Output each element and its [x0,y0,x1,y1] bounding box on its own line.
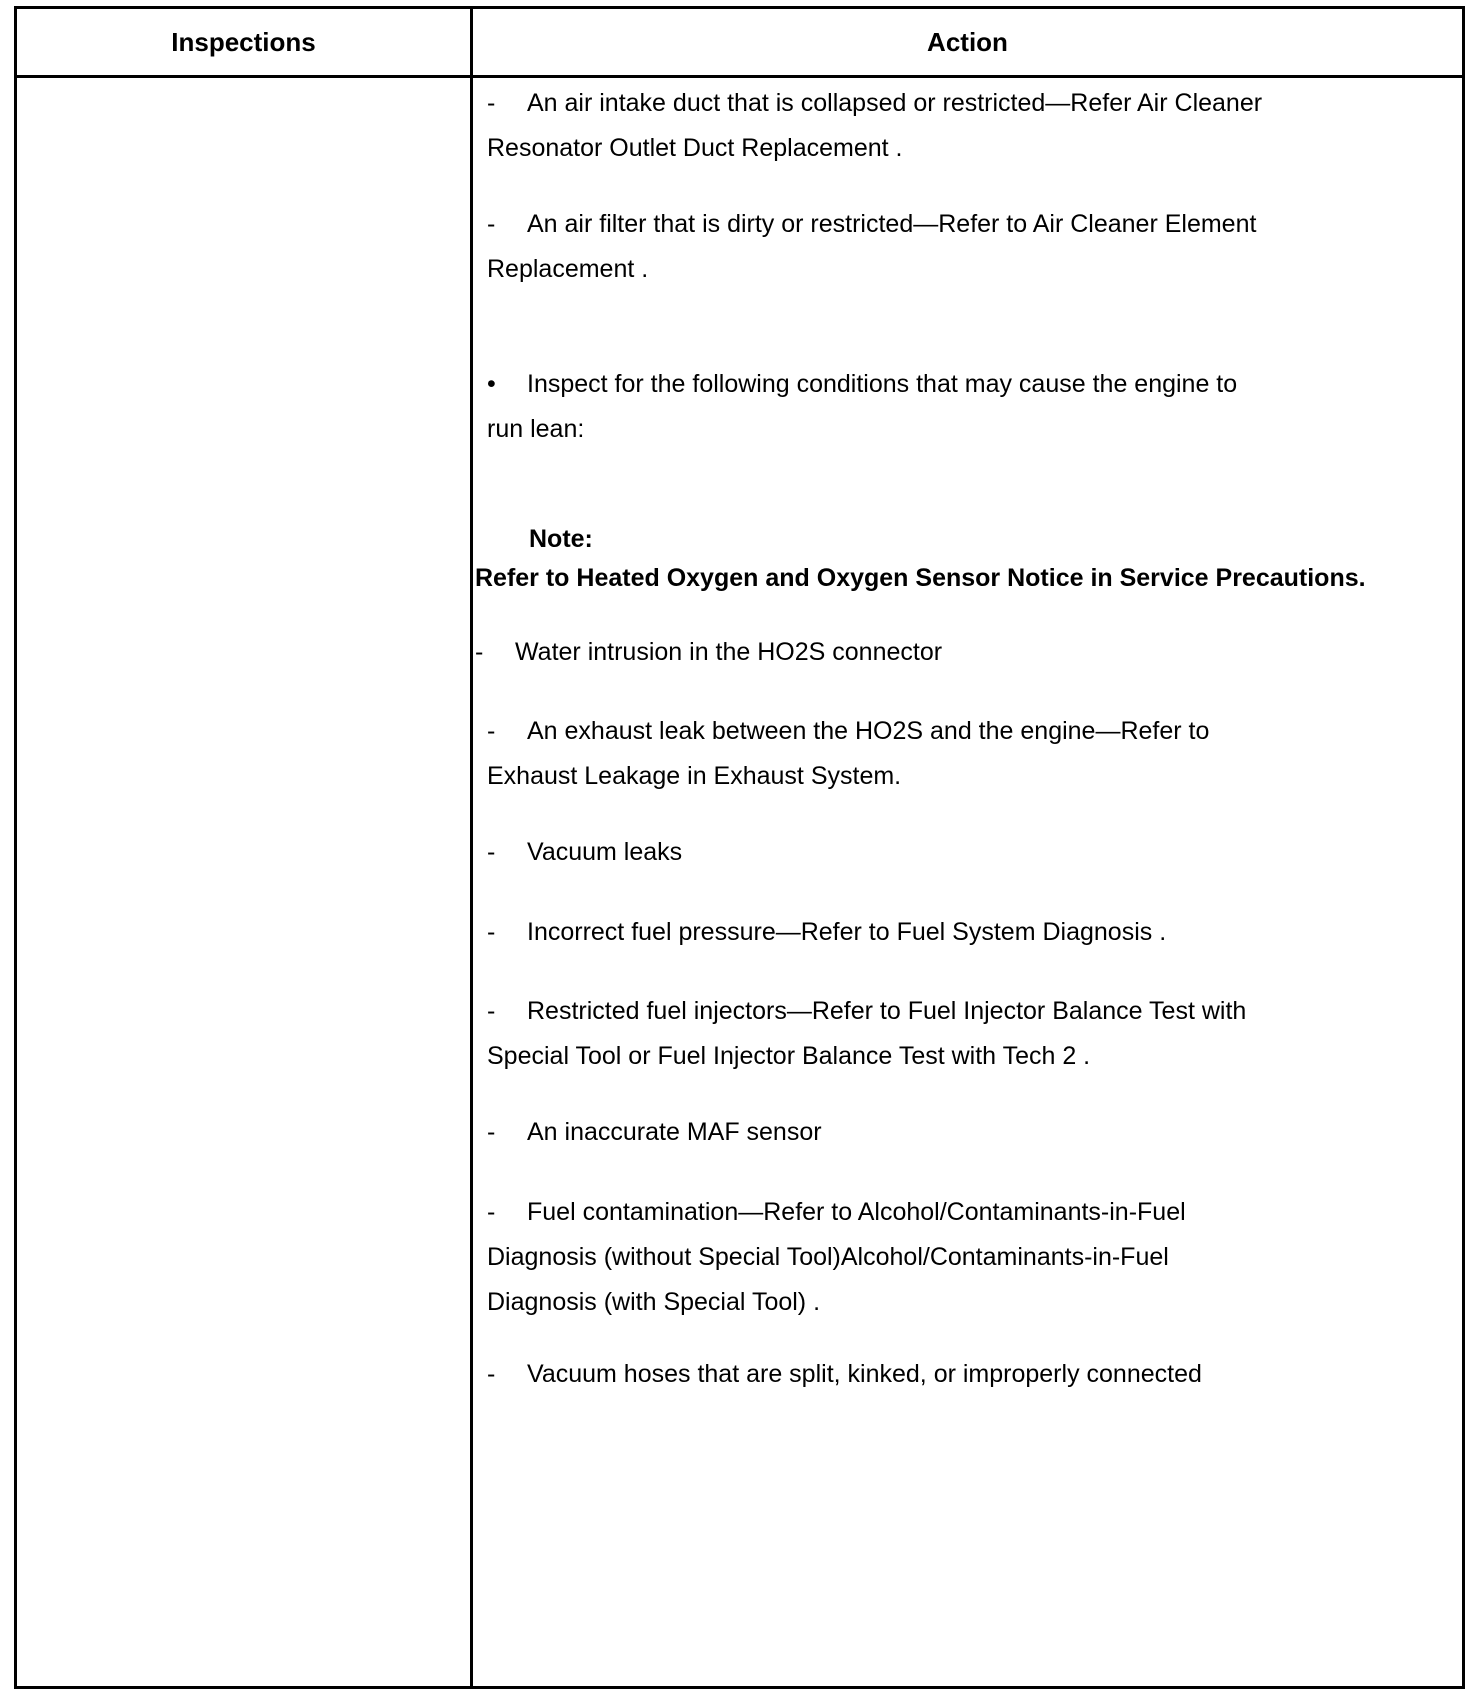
item-line: Incorrect fuel pressure—Refer to Fuel System Diagnosis . [527,918,1167,946]
item-line: An inaccurate MAF sensor [527,1118,822,1146]
note-text: Refer to Heated Oxygen and Oxygen Sensor Notice in Service Precautions. [475,564,1366,592]
item-line: Exhaust Leakage in Exhaust System. [487,762,902,790]
item-marker: - [487,1360,496,1388]
item-line: Diagnosis (with Special Tool) . [487,1288,821,1316]
bullet-marker: • [487,370,496,398]
item-marker: - [487,1118,496,1146]
action-item-inspect-lean [487,362,1237,452]
item-line: An exhaust leak between the HO2S and the engine—Refer to [527,717,1210,745]
item-marker: - [487,89,496,117]
inspection-table [14,6,1465,1689]
action-item-air-filter [487,202,1256,292]
item-line: Fuel contamination—Refer to Alcohol/Contaminants-in-Fuel [527,1198,1186,1226]
item-line: Special Tool or Fuel Injector Balance Test with Tech 2 . [487,1042,1091,1070]
item-line: Water intrusion in the HO2S connector [515,638,943,666]
item-line: Replacement . [487,255,649,283]
item-line: run lean: [487,415,585,443]
item-line: Diagnosis (without Special Tool)Alcohol/Contaminants-in-Fuel [487,1243,1169,1271]
item-marker: - [487,717,496,745]
item-line: Vacuum hoses that are split, kinked, or improperly connected [527,1360,1202,1388]
action-item-vacuum-leaks [487,830,682,875]
action-item-vacuum-hoses [487,1352,1202,1397]
header-inspections: Inspections [171,27,316,57]
item-marker: - [475,638,484,666]
item-marker: - [487,838,496,866]
item-marker: - [487,1198,496,1226]
action-cell [473,78,1462,1686]
action-item-fuel-injectors [487,989,1246,1079]
item-line: Inspect for the following conditions that may cause the engine to [527,370,1238,398]
action-item-fuel-contamination [487,1190,1186,1325]
action-item-exhaust-leak [487,709,1209,799]
action-item-maf-sensor [487,1110,822,1155]
item-line: Restricted fuel injectors—Refer to Fuel Injector Balance Test with [527,997,1247,1025]
action-item-water-intrusion [475,630,942,675]
item-marker: - [487,918,496,946]
item-line: An air filter that is dirty or restricted—Refer to Air Cleaner Element [527,210,1257,238]
item-marker: - [487,997,496,1025]
item-marker: - [487,210,496,238]
item-line: Resonator Outlet Duct Replacement . [487,134,903,162]
inspections-cell [17,78,470,1686]
item-line: An air intake duct that is collapsed or restricted—Refer Air Cleaner [527,89,1263,117]
action-item-air-intake-duct [487,81,1262,171]
header-action: Action [927,27,1008,57]
item-line: Vacuum leaks [527,838,683,866]
note-label: Note: [529,525,593,553]
action-item-fuel-pressure [487,910,1166,955]
